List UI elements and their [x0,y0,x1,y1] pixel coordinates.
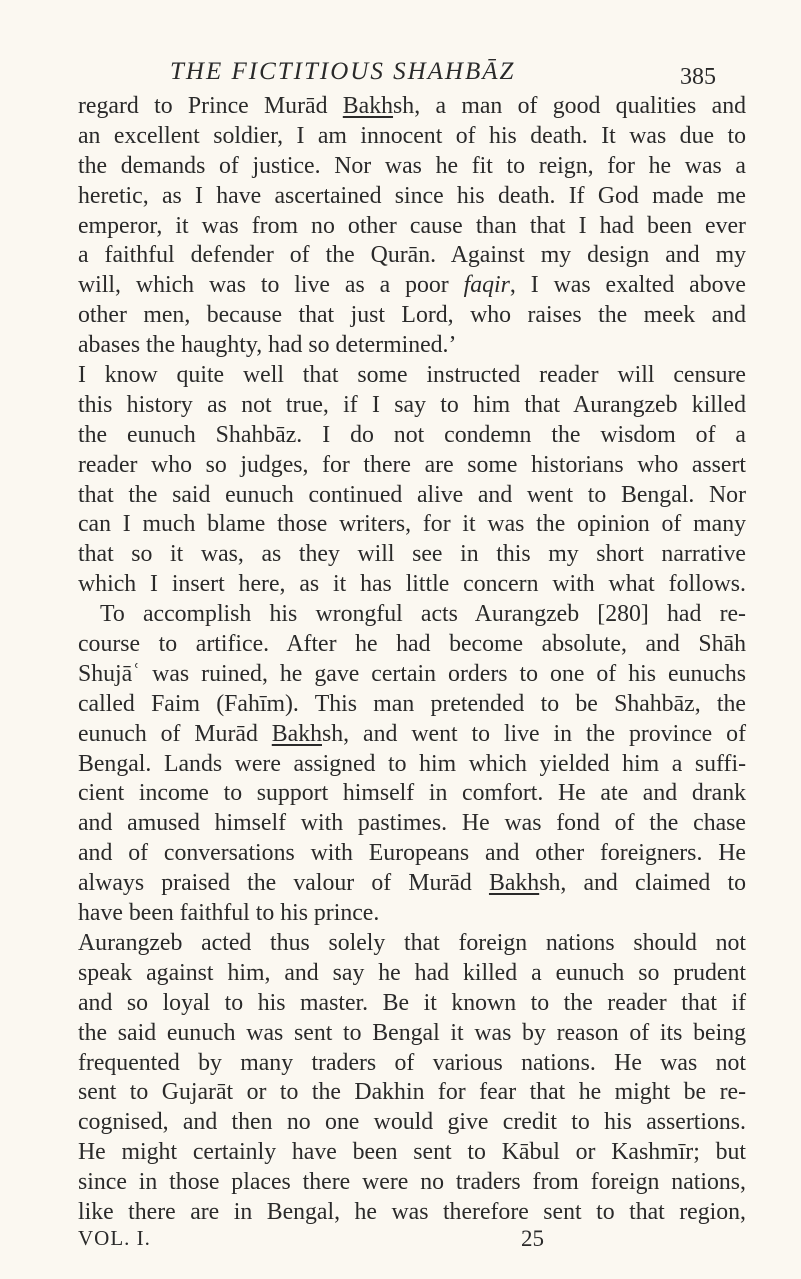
text-line: speak against him, and say he had killed a eunuch so prudent [78,959,746,986]
text-line: frequented by many traders of various nations. He was not [78,1049,746,1076]
text-line: have been faithful to his prince. [78,900,380,927]
text-line: regard to Prince Murād Bakhsh, a man of good qualities and [78,93,746,119]
text-line: can I much blame those writers, for it was the opinion of many [78,511,746,538]
text-line: called Faim (Fahīm). This man pretended to be Shahbāz, the [78,690,746,717]
text-line: To accomplish his wrongful acts Aurangzeb [280] had re- [100,601,746,628]
text-line: abases the haughty, had so determined.’ [78,332,457,359]
text-line: that the said eunuch continued alive and went to Bengal. Nor [78,481,746,508]
text-line: He might certainly have been sent to Kābul or Kashmīr; but [78,1139,746,1166]
text-line: reader who so judges, for there are some historians who assert [78,451,746,478]
text-line: cognised, and then no one would give credit to his assertions. [78,1109,746,1136]
text-line: course to artifice. After he had become absolute, and Shāh [78,631,746,658]
text-line: like there are in Bengal, he was therefore sent to that region, [78,1198,746,1225]
text-line: since in those places there were no traders from foreign nations, [78,1169,746,1196]
text-line: other men, because that just Lord, who raises the meek and [78,302,746,329]
text-line: emperor, it was from no other cause than that I had been ever [78,212,746,239]
body-text [78,92,746,1228]
text-line: Shujāʿ was ruined, he gave certain orders to one of his eunuchs [78,660,746,687]
text-line: I know quite well that some instructed reader will censure [78,362,746,389]
running-title: THE FICTITIOUS SHAHBĀZ [170,58,516,85]
text-line: and of conversations with Europeans and other foreigners. He [78,840,746,867]
text-line: and amused himself with pastimes. He was fond of the chase [78,810,746,837]
page-footer [78,1226,746,1256]
text-line: this history as not true, if I say to him that Aurangzeb killed [78,391,746,418]
text-line: that so it was, as they will see in this my short narrative [78,541,746,568]
volume-signature: VOL. I. [78,1226,151,1250]
text-line: the eunuch Shahbāz. I do not condemn the wisdom of a [78,421,746,448]
text-line: eunuch of Murād Bakhsh, and went to live in the province of [78,720,746,747]
text-line: the said eunuch was sent to Bengal it was by reason of its being [78,1019,746,1046]
text-line: a faithful defender of the Qurān. Against my design and my [78,242,746,269]
text-line: heretic, as I have ascertained since his death. If God made me [78,182,746,209]
text-line: an excellent soldier, I am innocent of his death. It was due to [78,122,746,149]
text-line: and so loyal to his master. Be it known to the reader that if [78,989,746,1016]
text-line: Bengal. Lands were assigned to him which yielded him a suffi- [78,750,746,777]
text-line: always praised the valour of Murād Bakhsh, and claimed to [78,870,746,897]
text-line: will, which was to live as a poor faqir, I was exalted above [78,272,746,299]
text-line: cient income to support himself in comfort. He ate and drank [78,780,746,807]
sheet-number: 25 [521,1226,544,1251]
text-line: the demands of justice. Nor was he fit to reign, for he was a [78,152,746,179]
page-number: 385 [680,64,716,90]
text-line: sent to Gujarāt or to the Dakhin for fear that he might be re- [78,1079,746,1106]
text-line: which I insert here, as it has little concern with what follows. [78,571,746,598]
text-line: Aurangzeb acted thus solely that foreign nations should not [78,929,746,956]
